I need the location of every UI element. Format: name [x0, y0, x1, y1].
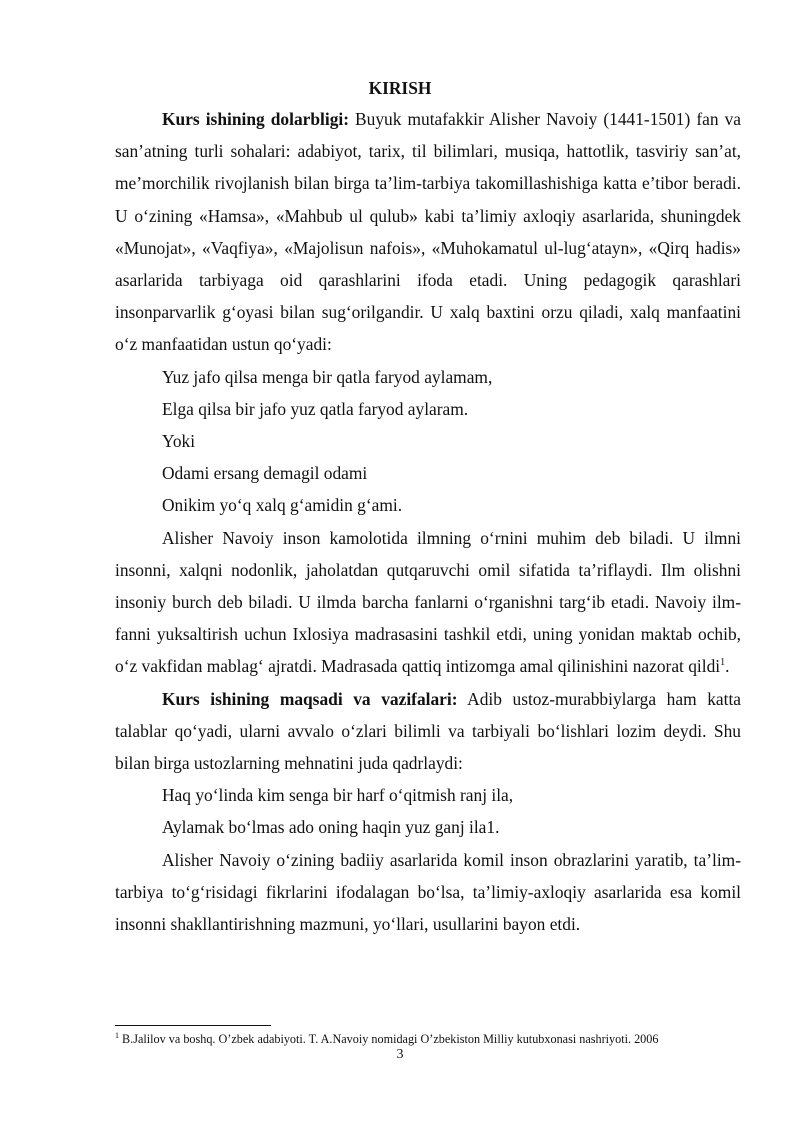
- knowledge-tail: .: [725, 656, 730, 677]
- verse-line: Odami ersang demagil odami: [162, 463, 368, 484]
- relevance-paragraph: [115, 103, 741, 361]
- goals-text: Adib ustoz-murabbiylarga ham katta talablar qo‘yadi, ularni avvalo o‘zlari bilimli va tarbiyali bo‘lishlari lozim deydi. Shu bilan birga ustozlarning mehnatini juda qadrlaydi:: [115, 688, 742, 774]
- goals-heading: Kurs ishining maqsadi va vazifalari:: [162, 688, 458, 709]
- goals-paragraph: [115, 683, 741, 780]
- verse-line: Haq yo‘linda kim senga bir harf o‘qitmish ranj ila,: [162, 785, 514, 806]
- footnote: [115, 1031, 745, 1047]
- body-text: [115, 103, 741, 940]
- footnote-text: B.Jalilov va boshq. O’zbek adabiyoti. T. A.Navoiy nomidagi O’zbekiston Milliy kutubxonasi nashriyoti. 2006: [119, 1032, 659, 1046]
- verse-line: Onikim yo‘q xalq g‘amidin g‘ami.: [162, 495, 403, 516]
- verse-separator: Yoki: [162, 431, 196, 452]
- relevance-heading: Kurs ishining dolarbligi:: [162, 109, 350, 129]
- relevance-text: Buyuk mutafakkir Alisher Navoiy (1441-1501) fan va san’atning turli sohalari: adabiyot, tarix, til bilimlari, musiqa, hattotlik, tasviriy san’at, me’morchilik rivojlanish bilan birga ta’lim-tarbiya takomillashishiga katta e’tibor beradi. U o‘zining «Hamsa», «Mahbub ul qulub» kabi ta’limiy axloqiy asarlarida, shuningdek «Munojat», «Vaqfiya», «Majolisun nafois», «Muhokamatul ul-lug‘atayn», «Qirq hadis» asarlarida tarbiyaga oid qarashlarini ifoda etadi. Uning pedagogik qarashlari insonparvarlik g‘oyasi bilan sug‘orilgandir. U xalq baxtini orzu qiladi, xalq manfaatini o‘z manfaatidan ustun qo‘yadi:: [115, 109, 741, 355]
- page-title: KIRISH: [368, 78, 432, 98]
- knowledge-paragraph: [115, 522, 741, 683]
- verse-line: Elga qilsa bir jafo yuz qatla faryod aylaram.: [162, 398, 469, 419]
- footnote-reference[interactable]: 1: [720, 657, 726, 669]
- verse-line: Yuz jafo qilsa menga bir qatla faryod aylamam,: [162, 366, 493, 387]
- page-number: 3: [396, 1047, 404, 1062]
- footnote-divider: [115, 1025, 271, 1026]
- verse-line: Aylamak bo‘lmas ado oning haqin yuz ganj ila1.: [162, 817, 500, 838]
- conclusion-paragraph: Alisher Navoiy o‘zining badiiy asarlarida komil inson obrazlarini yaratib, ta’lim-tarbiya to‘g‘risidagi fikrlarini ifodalagan bo‘lsa, ta’limiy-axloqiy asarlarida esa komil insonni shakllantirishning mazmuni, yo‘llari, usullarini bayon etdi.: [115, 849, 741, 935]
- footnote-mark: 1: [115, 1030, 119, 1040]
- knowledge-text: Alisher Navoiy inson kamolotida ilmning o‘rnini muhim deb biladi. U ilmni insonni, xalqni nodonlik, jaholatdan qutqaruvchi omil sifatida ta’riflaydi. Ilm olishni insoniy burch deb biladi. U ilmda barcha fanlarni o‘rganishni targ‘ib etadi. Navoiy ilm-fanni yuksaltirish uchun Ixlosiya madrasasini tashkil etdi, uning yonidan maktab ochib, o‘z vakfidan mablag‘ ajratdi. Madrasada qattiq intizomga amal qilinishini nazorat qildi: [115, 527, 741, 677]
